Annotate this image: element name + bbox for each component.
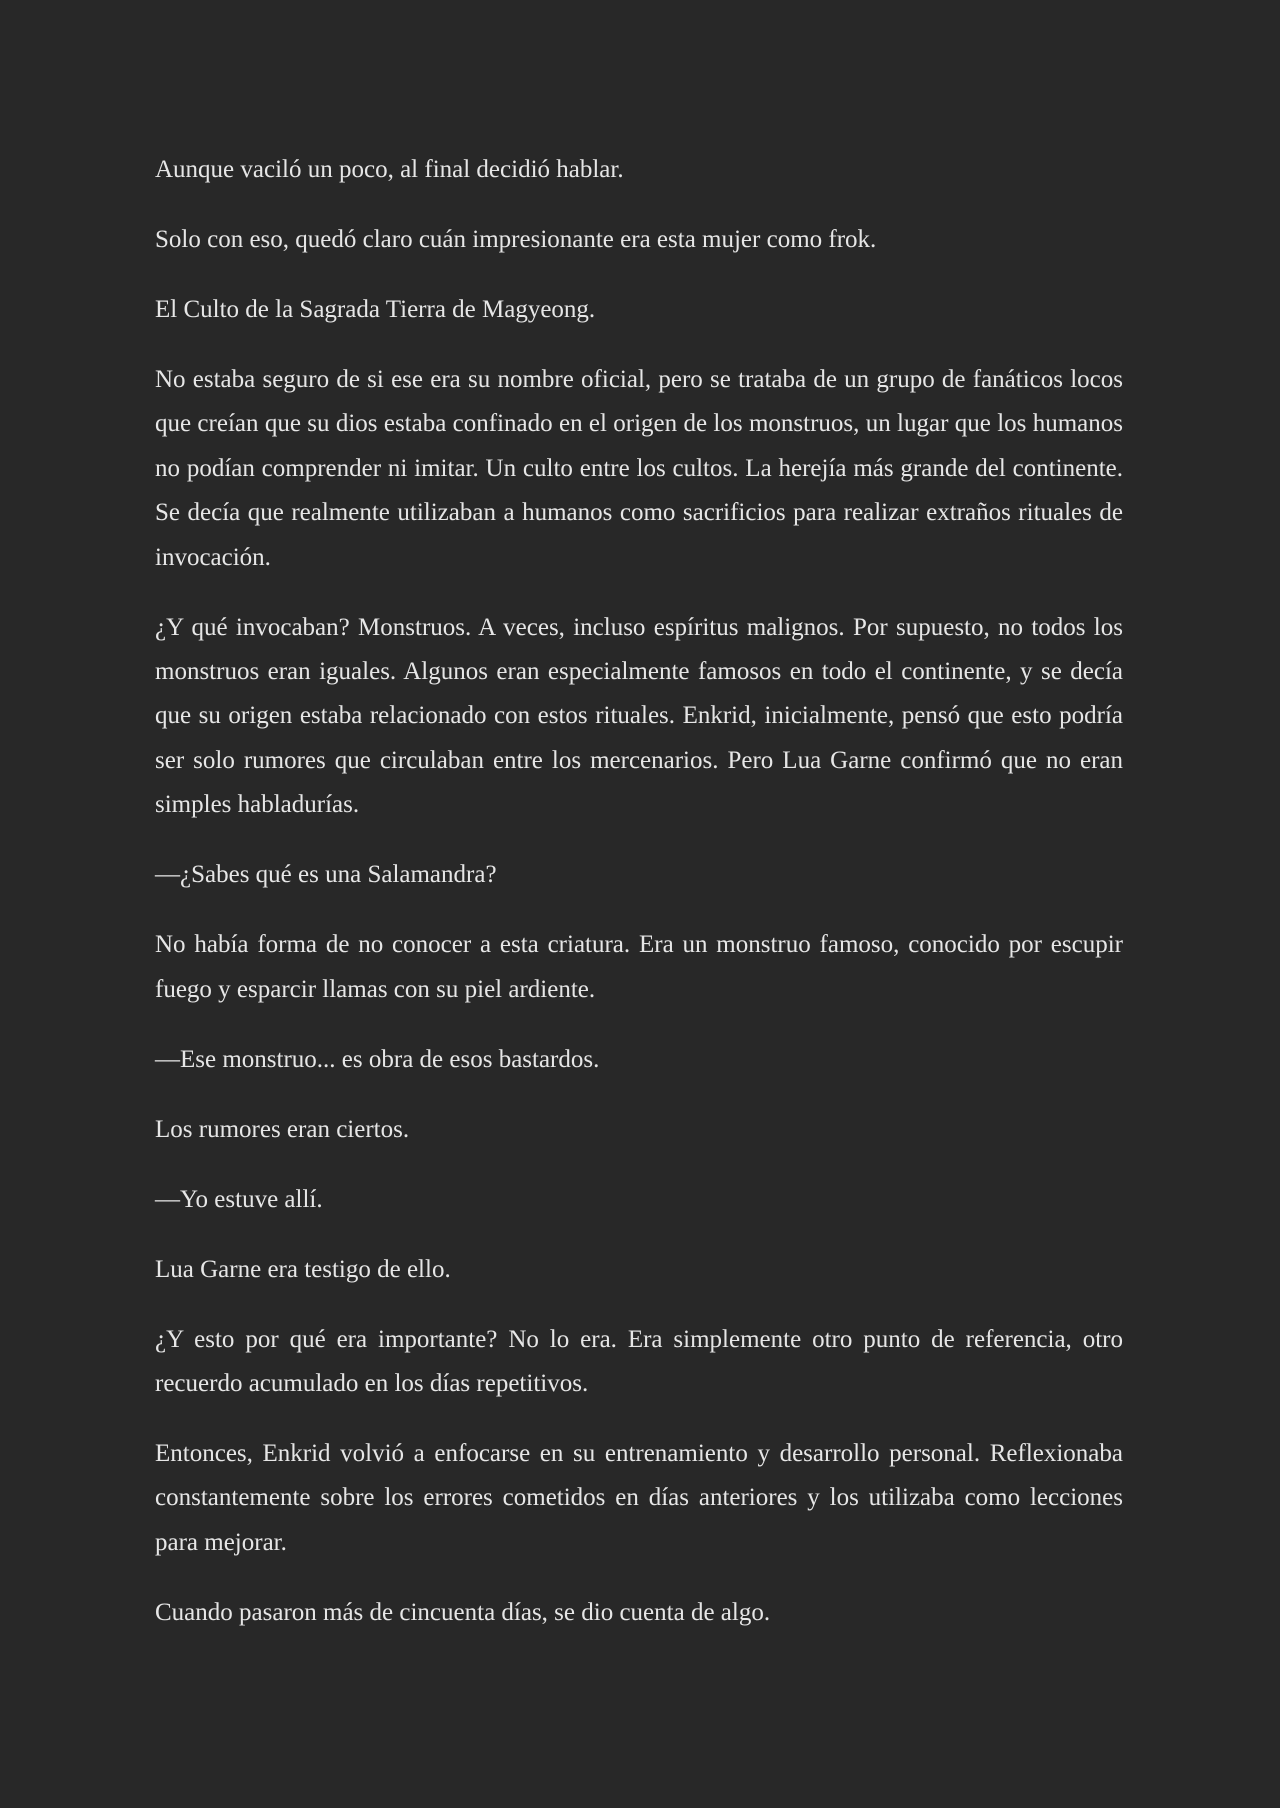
paragraph: Lua Garne era testigo de ello. (155, 1255, 451, 1283)
paragraph: Cuando pasaron más de cincuenta días, se dio cuenta de algo. (155, 1598, 771, 1626)
paragraph: Entonces, Enkrid volvió a enfocarse en su entrenamiento y desarrollo personal. Reflexionaba constantemente sobre los errores cometidos en días anteriores y los utilizaba como lecciones para mejorar. (155, 1440, 1123, 1556)
paragraph: —Yo estuve allí. (155, 1185, 323, 1213)
paragraph: No estaba seguro de si ese era su nombre oficial, pero se trataba de un grupo de fanáticos locos que creían que su dios estaba confinado en el origen de los monstruos, un lugar que los humanos no podían comprender ni imitar. Un culto entre los cultos. La herejía más grande del continente. Se decía que realmente utilizaban a humanos como sacrificios para realizar extraños rituales de invocación. (155, 366, 1123, 571)
paragraph: Solo con eso, quedó claro cuán impresionante era esta mujer como frok. (155, 226, 877, 253)
paragraph: No había forma de no conocer a esta criatura. Era un monstruo famoso, conocido por escupir fuego y esparcir llamas con su piel ardiente. (155, 931, 1123, 1003)
paragraph: —Ese monstruo... es obra de esos bastardos. (155, 1045, 600, 1073)
paragraph: El Culto de la Sagrada Tierra de Magyeong. (155, 296, 596, 323)
paragraph: ¿Y esto por qué era importante? No lo era. Era simplemente otro punto de referencia, otro recuerdo acumulado en los días repetitivos. (155, 1325, 1123, 1398)
paragraph: Aunque vaciló un poco, al final decidió hablar. (155, 156, 624, 183)
paragraph: Los rumores eran ciertos. (155, 1115, 410, 1143)
paragraph: —¿Sabes qué es una Salamandra? (155, 861, 497, 889)
paragraph: ¿Y qué invocaban? Monstruos. A veces, incluso espíritus malignos. Por supuesto, no todos los monstruos eran iguales. Algunos eran especialmente famosos en todo el continente, y se decía que su origen estaba relacionado con estos rituales. Enkrid, inicialmente, pensó que esto podría ser solo rumores que circulaban entre los mercenarios. Pero Lua Garne confirmó que no eran simples habladurías. (155, 613, 1123, 819)
chapter-text (155, 148, 1123, 1661)
